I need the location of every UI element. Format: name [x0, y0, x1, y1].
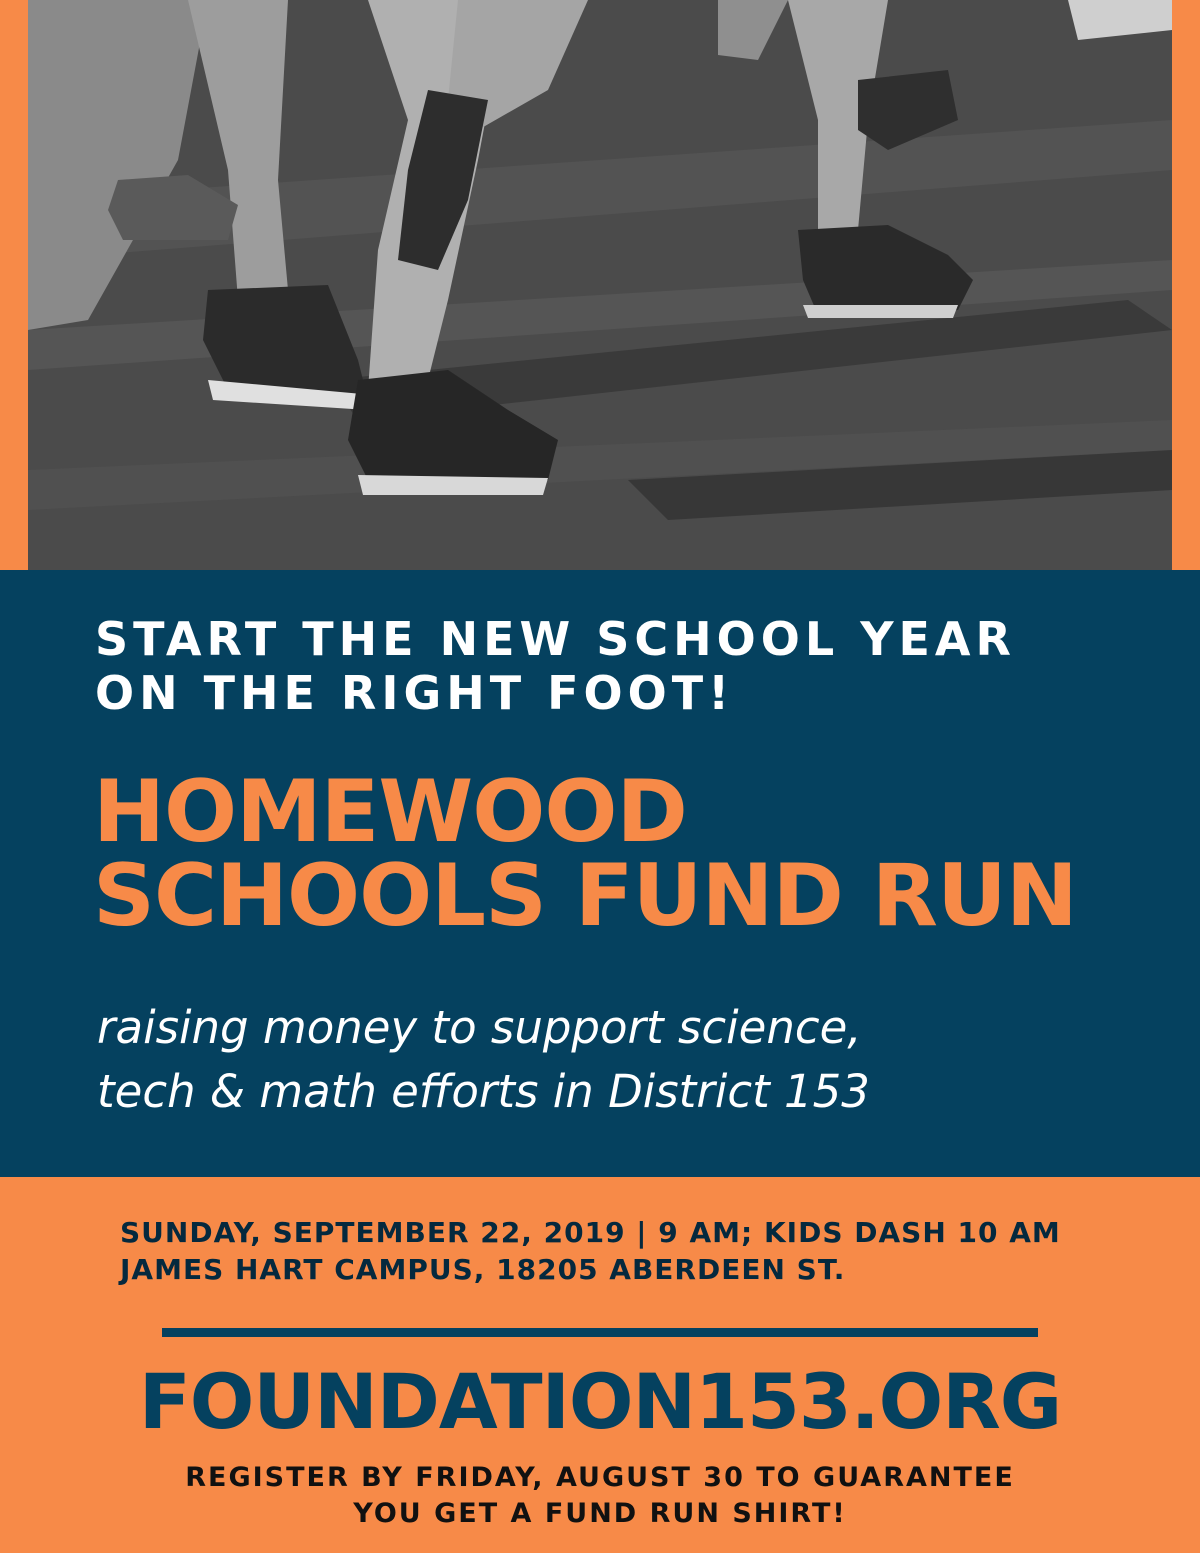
event-details: SUNDAY, SEPTEMBER 22, 2019 | 9 AM; KIDS DASH 10 AM JAMES HART CAMPUS, 18205 ABERDEEN ST. [120, 1216, 1061, 1286]
running-legs-photo [28, 0, 1172, 570]
subtitle: raising money to support science, tech & math efforts in District 153 [97, 1001, 870, 1118]
running-legs-illustration [28, 0, 1172, 570]
page-title: HOMEWOOD SCHOOLS FUND RUN [93, 762, 1077, 946]
register-note: REGISTER BY FRIDAY, AUGUST 30 TO GUARANTEE YOU GET A FUND RUN SHIRT! [185, 1462, 1015, 1529]
tagline: START THE NEW SCHOOL YEAR ON THE RIGHT FOOT! [95, 612, 1016, 720]
divider [162, 1328, 1038, 1337]
website-url: FOUNDATION153.ORG [138, 1357, 1062, 1446]
